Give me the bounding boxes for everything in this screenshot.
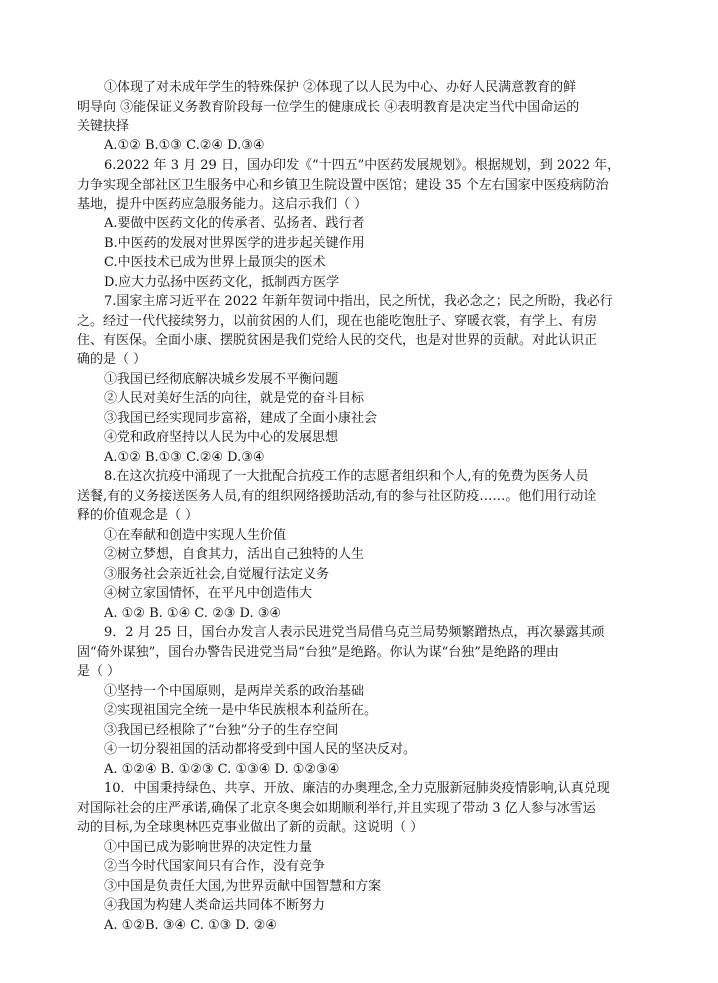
q7-stem-line-3: 住、有医保。全面小康、摆脱贫困是我们党给人民的交代，也是对世界的贡献。对此认识正 [77,333,598,348]
q10-stem-line-3: 动的目标,为全球奥林匹克事业做出了新的贡献。这说明（ ） [77,820,424,835]
q7-stem-line-1: 7.国家主席习近平在 2022 年新年贺词中指出，民之所忧，我必念之；民之所盼，我必行 [104,294,613,309]
q8-statement-4: ④树立家国情怀，在平凡中创造伟大 [104,586,313,601]
q7-choices: A.①② B.①③ C.②④ D.③④ [104,450,265,465]
q9-stem-line-2: 固“倚外谋独”，国台办警告民进党当局“台独”是绝路。你认为谋“台独”是绝路的理由 [77,645,559,660]
q5-option-1-2: ①体现了对未成年学生的特殊保护 ②体现了以人民为中心、办好人民满意教育的鲜 [104,80,577,95]
q6-stem-line-3: 基地，提升中医药应急服务能力。这启示我们（ ） [77,197,368,212]
q8-stem-line-3: 释的价值观念是（ ） [77,508,199,523]
q8-choices: A. ①② B. ①④ C. ②③ D. ③④ [104,606,282,621]
q10-choices: A. ①②B. ③④ C. ①③ D. ②④ [104,918,277,933]
q10-stem-line-1: 10．中国秉持绿色、共享、开放、廉洁的办奥理念,全力克服新冠肺炎疫情影响,认真兑现 [104,781,610,796]
q8-stem-line-2: 送餐,有的义务接送医务人员,有的组织网络援助活动,有的参与社区防疫……。他们用行动诠 [77,489,597,504]
q9-statement-4: ④一切分裂祖国的活动都将受到中国人民的坚决反对。 [104,742,417,757]
q7-statement-4: ④党和政府坚持以人民为中心的发展思想 [104,430,339,445]
q7-statement-1: ①我国已经彻底解决城乡发展不平衡问题 [104,372,339,387]
q9-statement-1: ①坚持一个中国原则，是两岸关系的政治基础 [104,684,365,699]
q9-stem-line-3: 是（ ） [77,664,121,679]
q8-statement-2: ②树立梦想，自食其力，活出自己独特的人生 [104,547,365,562]
q6-stem-line-2: 力争实现全部社区卫生服务中心和乡镇卫生院设置中医馆；建设 35 个左右国家中医疫病防治 [77,178,609,193]
q10-statement-3: ③中国是负责任大国,为世界贡献中国智慧和方案 [104,879,382,894]
q9-statement-2: ②实现祖国完全统一是中华民族根本利益所在。 [104,703,378,718]
q8-statement-1: ①在奉献和创造中实现人生价值 [104,528,287,543]
q6-stem-line-1: 6.2022 年 3 月 29 日，国办印发《“十四五”中医药发展规划》。根据规划，到 2022 年， [104,158,621,173]
q6-option-b: B.中医药的发展对世界医学的进步起关键作用 [104,236,365,251]
q7-stem-line-4: 确的是（ ） [77,352,147,367]
q7-statement-2: ②人民对美好生活的向往，就是党的奋斗目标 [104,391,365,406]
q8-statement-3: ③服务社会亲近社会,自觉履行法定义务 [104,567,330,582]
q9-choices: A. ①②④ B. ①②③ C. ①③④ D. ①②③④ [104,762,340,777]
q7-statement-3: ③我国已经实现同步富裕，建成了全面小康社会 [104,411,378,426]
q6-option-c: C.中医技术已成为世界上最顶尖的医术 [104,255,326,270]
q8-stem-line-1: 8.在这次抗疫中涌现了一大批配合抗疫工作的志愿者组织和个人,有的免费为医务人员 [104,469,589,484]
q7-stem-line-2: 之。经过一代代接续努力，以前贫困的人们，现在也能吃饱肚子、穿暖衣裳，有学上、有房 [77,314,598,329]
q5-option-4-cont: 关键抉择 [77,119,130,134]
q6-option-a: A.要做中医药文化的传承者、弘扬者、践行者 [104,216,365,231]
q10-statement-4: ④我国为构建人类命运共同体不断努力 [104,898,326,913]
q10-stem-line-2: 对国际社会的庄严承诺,确保了北京冬奥会如期顺利举行,并且实现了带动 3 亿人参与冰雪运 [77,801,596,816]
q10-statement-1: ①中国已成为影响世界的决定性力量 [104,840,313,855]
q10-statement-2: ②当今时代国家间只有合作，没有竞争 [104,859,326,874]
q5-option-2-3-4: 明导向 ③能保证义务教育阶段每一位学生的健康成长 ④表明教育是决定当代中国命运的 [77,100,580,115]
q5-choices: A.①② B.①③ C.②④ D.③④ [104,138,265,153]
q6-option-d: D.应大力弘扬中医药文化，抵制西方医学 [104,275,340,290]
q9-statement-3: ③我国已经根除了“台独”分子的生存空间 [104,723,339,738]
q9-stem-line-1: 9．2 月 25 日，国台办发言人表示民进党当局借乌克兰局势频繁蹭热点，再次暴露其顽 [104,625,605,640]
